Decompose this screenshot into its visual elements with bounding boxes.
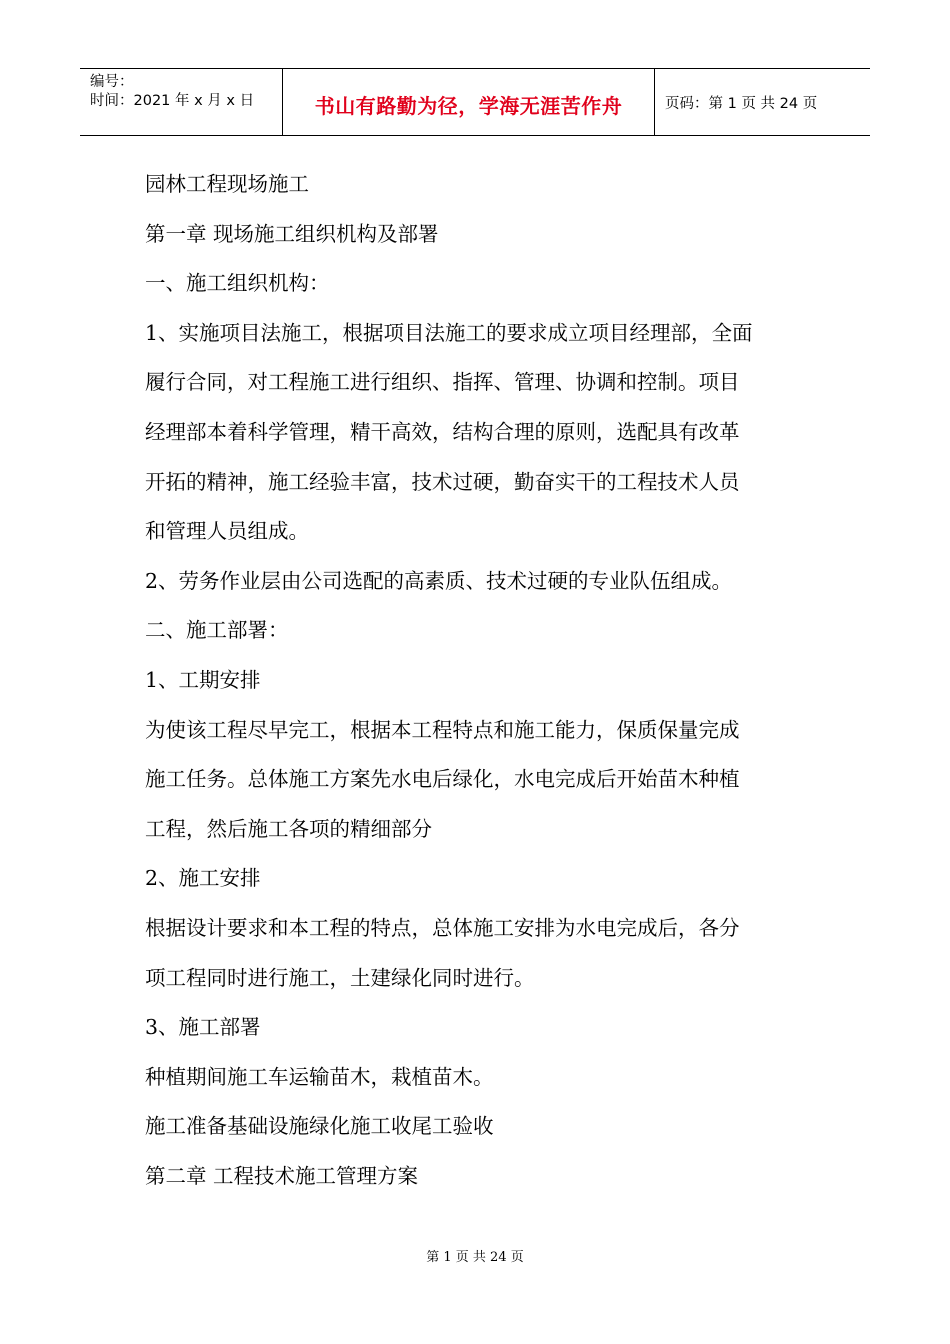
footer-page-number: 第 1 页 共 24 页 (426, 1250, 524, 1265)
paragraph-line: 2、劳务作业层由公司选配的高素质、技术过硬的专业队伍组成。 (145, 568, 733, 593)
paragraph-line: 和管理人员组成。 (145, 519, 309, 544)
paragraph-line: 开拓的精神，施工经验丰富，技术过硬，勤奋实干的工程技术人员 (145, 469, 740, 494)
chapter-heading: 第一章 现场施工组织机构及部署 (145, 221, 439, 246)
chapter-heading: 第二章 工程技术施工管理方案 (145, 1163, 419, 1188)
paragraph-line: 经理部本着科学管理，精干高效，结构合理的原则，选配具有改革 (145, 419, 740, 444)
paragraph-line: 履行合同，对工程施工进行组织、指挥、管理、协调和控制。项目 (145, 370, 740, 395)
page-footer (0, 1246, 950, 1265)
document-body (145, 160, 810, 1201)
document-header (80, 68, 870, 136)
motto-text: 书山有路勤为径，学海无涯苦作舟 (314, 93, 623, 118)
subsection-heading: 1、工期安排 (145, 667, 261, 692)
header-meta (80, 69, 282, 135)
paragraph-line: 施工任务。总体施工方案先水电后绿化，水电完成后开始苗木种植 (145, 767, 740, 792)
paragraph-line: 为使该工程尽早完工，根据本工程特点和施工能力，保质保量完成 (145, 717, 740, 742)
header-page-info (655, 69, 870, 135)
subsection-heading: 3、施工部署 (145, 1015, 261, 1040)
section-heading: 二、施工部署： (145, 618, 289, 643)
time-label: 时间：2021 年 x 月 x 日 (90, 93, 255, 109)
serial-label: 编号： (90, 74, 134, 90)
paragraph-line: 项工程同时进行施工，土建绿化同时进行。 (145, 965, 535, 990)
subsection-heading: 2、施工安排 (145, 866, 261, 891)
paragraph-line: 工程，然后施工各项的精细部分 (145, 816, 432, 841)
paragraph-line: 施工准备基础设施绿化施工收尾工验收 (145, 1114, 494, 1139)
page-info-text: 页码：第 1 页 共 24 页 (665, 95, 818, 112)
doc-title: 园林工程现场施工 (145, 172, 309, 196)
paragraph-line: 种植期间施工车运输苗木，栽植苗木。 (145, 1064, 494, 1089)
header-motto-cell (282, 69, 655, 135)
paragraph-line: 根据设计要求和本工程的特点，总体施工安排为水电完成后，各分 (145, 915, 740, 940)
paragraph-line: 1、实施项目法施工，根据项目法施工的要求成立项目经理部，全面 (145, 320, 753, 345)
section-heading: 一、施工组织机构： (145, 271, 330, 296)
